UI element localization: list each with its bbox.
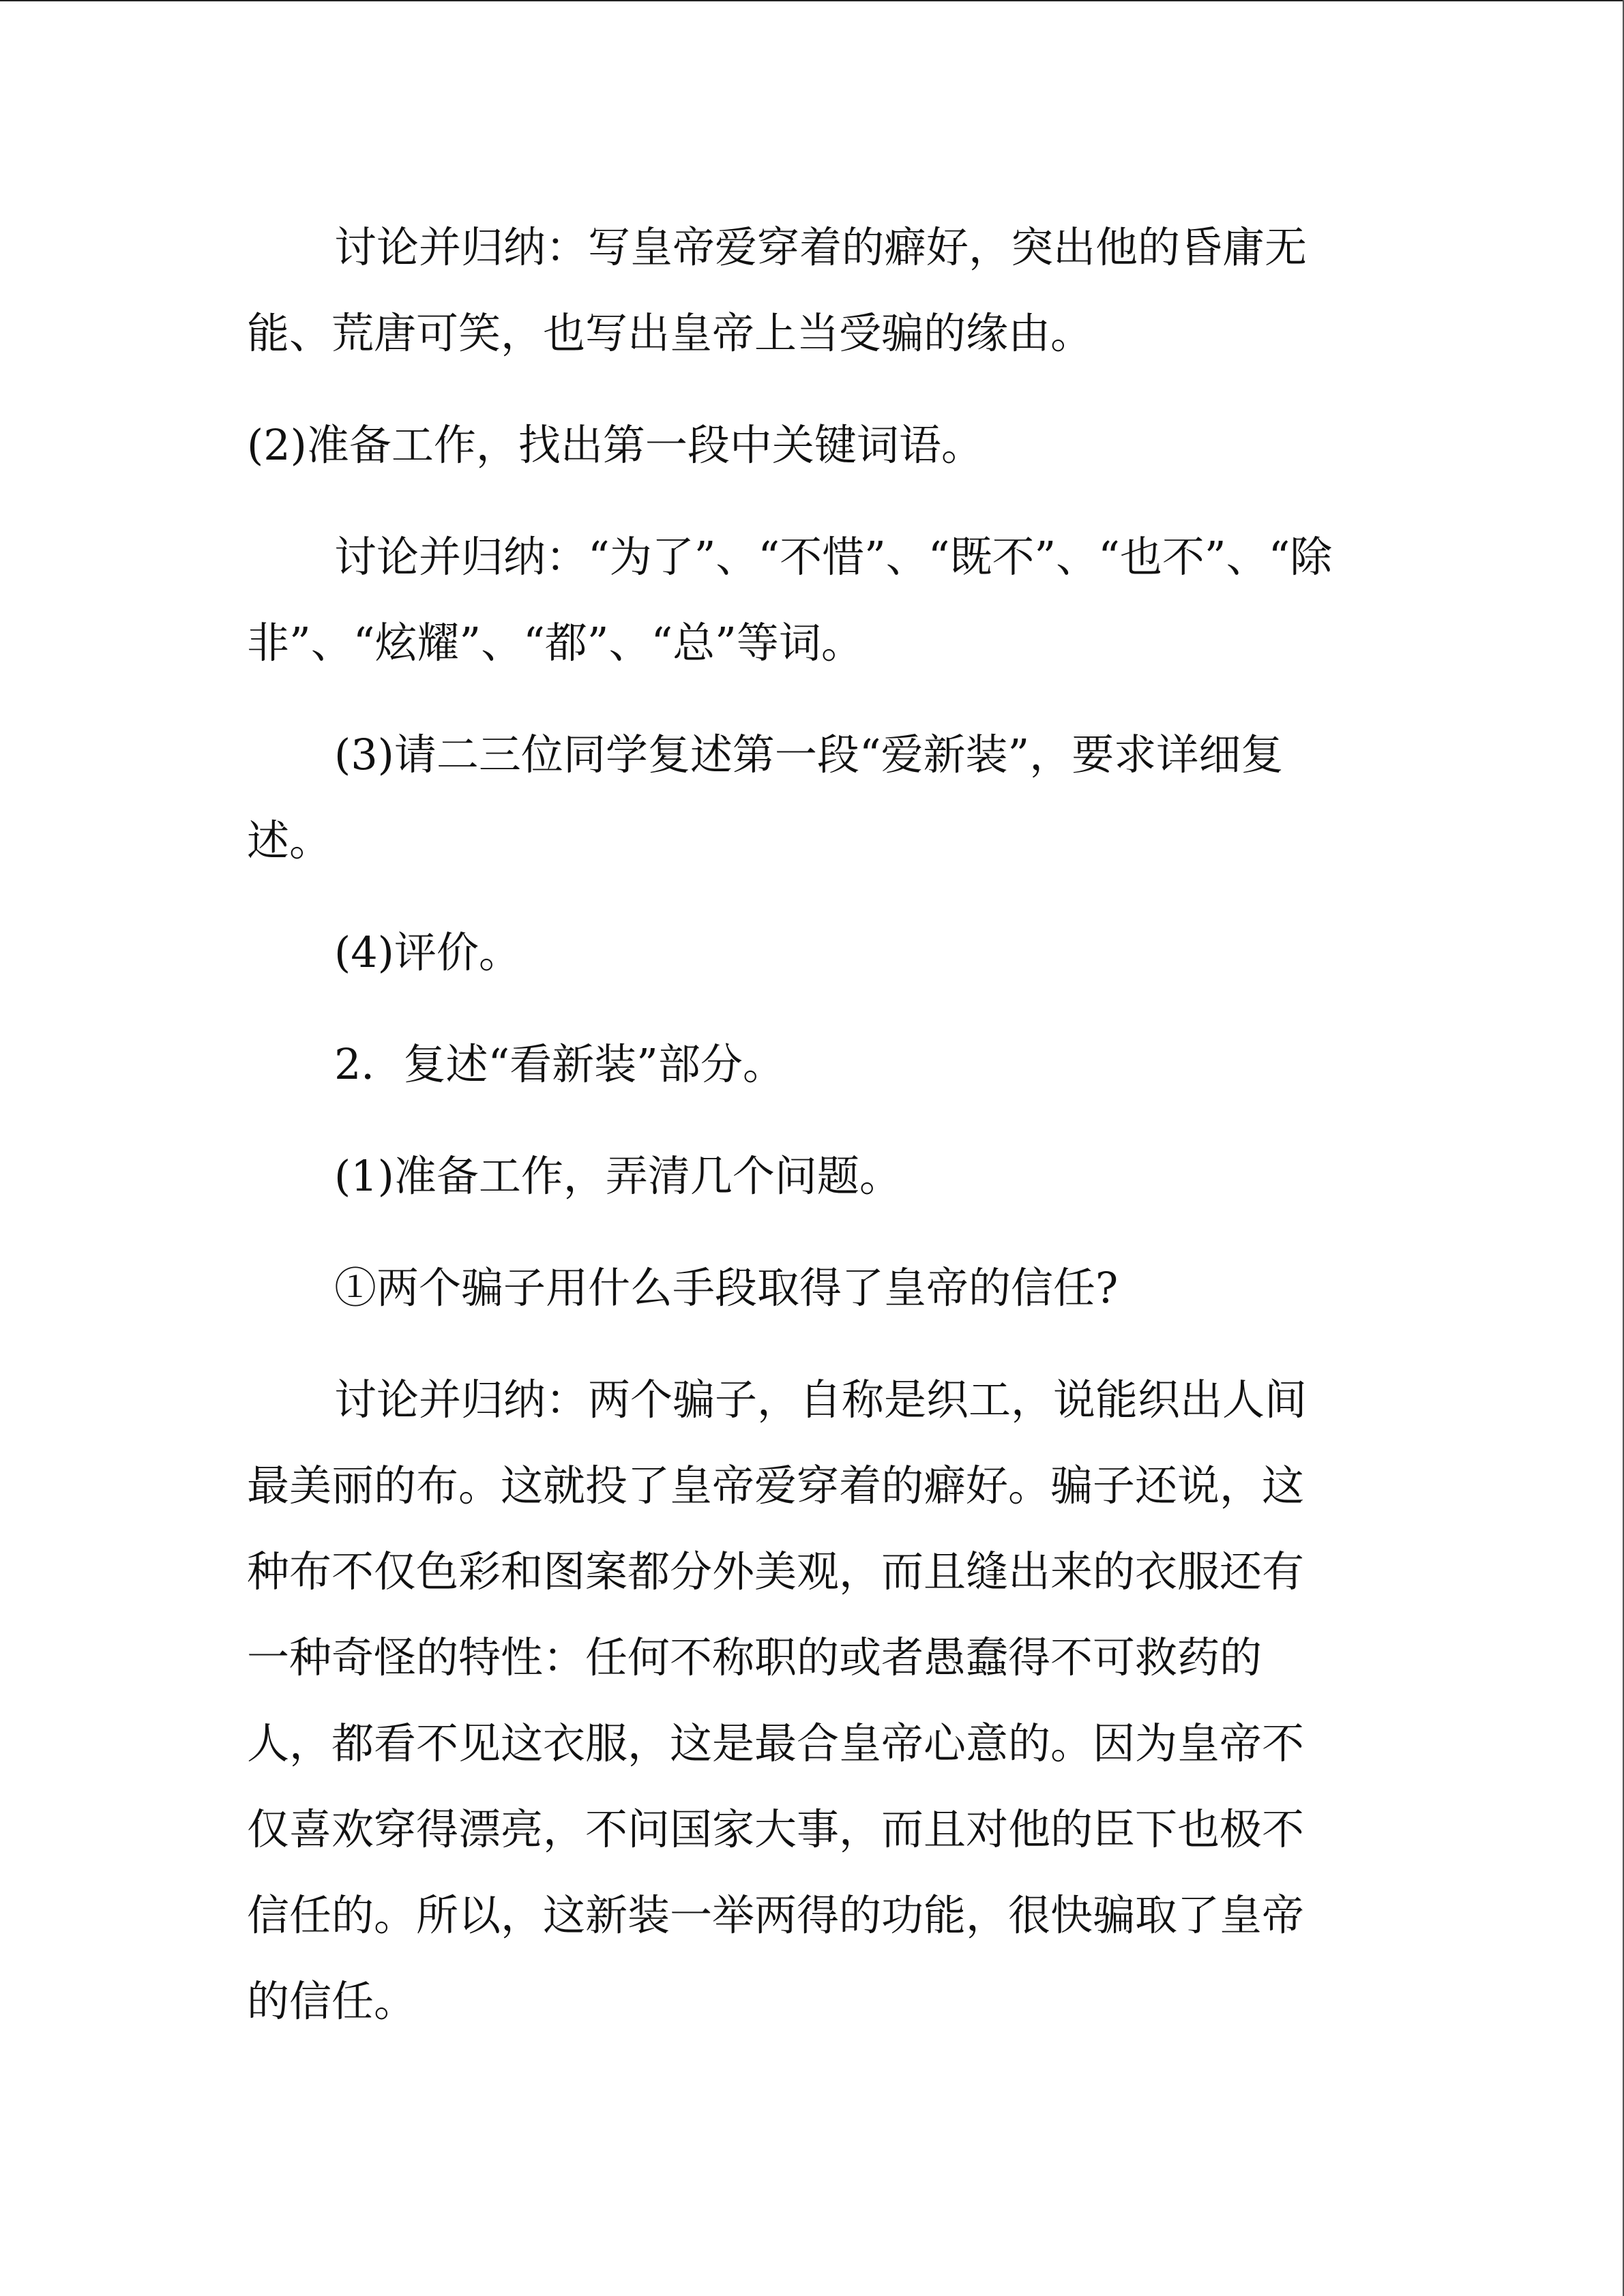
page-top-border: [0, 0, 1624, 1]
section-heading-2: 2．复述“看新装”部分。: [334, 1039, 785, 1089]
question-1: ①两个骗子用什么手段取得了皇帝的信任?: [334, 1263, 1119, 1313]
paragraph-step-2: (2)准备工作，找出第一段中关键词语。: [247, 420, 984, 470]
paragraph-step-3: (3)请二三位同学复述第一段“爱新装”，要求详细复述。: [247, 730, 1284, 865]
paragraph-summary-2: 讨论并归纳：“为了”、“不惜”、“既不”、“也不”、“除非”、“炫耀”、“都”、“总”等词。: [247, 532, 1333, 668]
paragraph-step-1: (1)准备工作，弄清几个问题。: [334, 1151, 902, 1201]
paragraph-summary-3: 讨论并归纳：两个骗子，自称是织工，说能织出人间最美丽的布。这就投了皇帝爱穿着的癖好。骗子还说，这种布不仅色彩和图案都分外美观，而且缝出来的衣服还有一种奇怪的特性：任何不称职的或者愚蠢得不可救药的人，都看不见这衣服，这是最合皇帝心意的。因为皇帝不仅喜欢穿得漂亮，不问国家大事，而且对他的臣下也极不信任的。所以，这新装一举两得的功能，很快骗取了皇帝的信任。: [247, 1375, 1308, 2026]
paragraph-summary-1: 讨论并归纳：写皇帝爱穿着的癖好，突出他的昏庸无能、荒唐可笑，也写出皇帝上当受骗的缘由。: [247, 222, 1308, 358]
paragraph-step-4: (4)评价。: [334, 927, 521, 977]
document-page: [247, 205, 1345, 2044]
